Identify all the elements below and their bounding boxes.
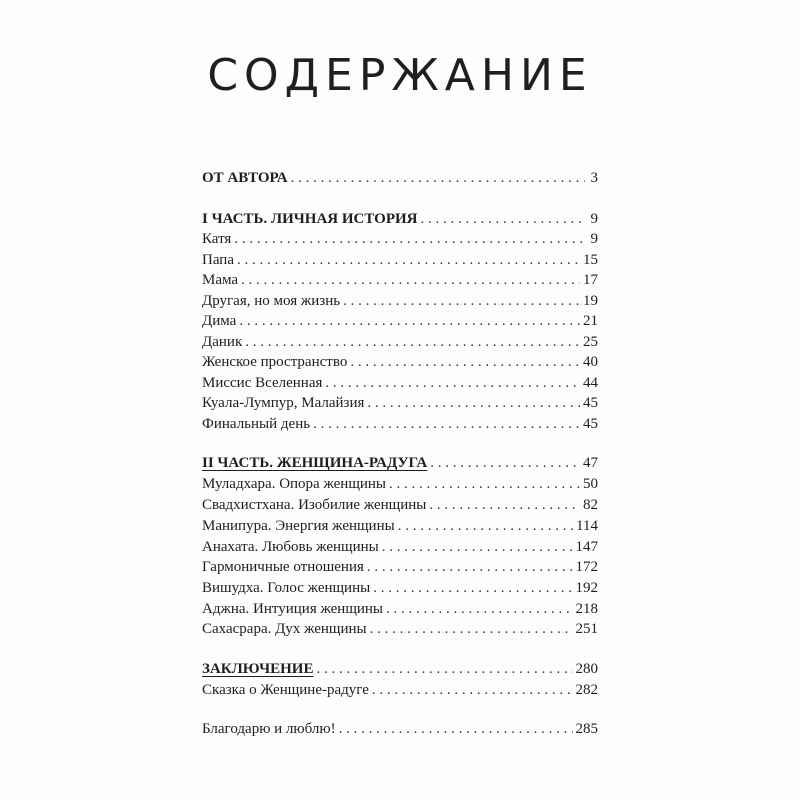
- leader-dots: [398, 516, 573, 536]
- toc-entry: [202, 619, 598, 639]
- toc-entry-page: 44: [583, 375, 598, 391]
- leader-dots: [339, 719, 573, 739]
- toc-entry: [202, 352, 598, 372]
- toc-entry: [202, 680, 598, 700]
- leader-dots: [313, 414, 580, 434]
- toc-entry-page: 17: [583, 272, 598, 288]
- toc-entry-page: 218: [575, 601, 598, 617]
- leader-dots: [389, 474, 580, 494]
- toc-entry-author: [202, 168, 598, 188]
- toc-entry-page: 9: [590, 231, 598, 247]
- toc-entry-label: Мама: [202, 272, 239, 288]
- toc-entry-conclusion: [202, 659, 598, 679]
- toc-entry: [202, 311, 598, 331]
- leader-dots: [373, 578, 572, 598]
- toc-entry-label: II ЧАСТЬ. ЖЕНЩИНА-РАДУГА: [202, 455, 428, 471]
- toc-entry-part-2: [202, 453, 598, 473]
- leader-dots: [382, 537, 573, 557]
- toc-entry: [202, 578, 598, 598]
- toc-entry-label: Манипура. Энергия женщины: [202, 518, 395, 534]
- leader-dots: [234, 229, 585, 249]
- toc-entry: [202, 474, 598, 494]
- toc-entry-page: 47: [583, 455, 598, 471]
- toc-entry-page: 280: [575, 661, 598, 677]
- toc-entry-page: 3: [590, 170, 598, 186]
- leader-dots: [430, 453, 580, 473]
- toc-entry-label: ЗАКЛЮЧЕНИЕ: [202, 661, 314, 677]
- toc-entry-page: 282: [575, 682, 598, 698]
- toc-entry-label: Анахата. Любовь женщины: [202, 539, 379, 555]
- page-title: СОДЕРЖАНИЕ: [207, 50, 593, 101]
- toc-entry-page: 192: [575, 580, 598, 596]
- toc-entry-label: Папа: [202, 252, 234, 268]
- toc-entry: [202, 291, 598, 311]
- leader-dots: [372, 680, 573, 700]
- toc-entry-label: Гармоничные отношения: [202, 559, 364, 575]
- toc-entry-label: Другая, но моя жизнь: [202, 293, 341, 309]
- toc-entry: [202, 495, 598, 515]
- toc-entry-label: Вишудха. Голос женщины: [202, 580, 371, 596]
- leader-dots: [370, 619, 573, 639]
- toc-entry: [202, 557, 598, 577]
- toc-entry-page: 45: [583, 416, 598, 432]
- leader-dots: [237, 250, 580, 270]
- toc-entry-label: Даник: [202, 334, 243, 350]
- toc-entry: [202, 599, 598, 619]
- toc-entry-page: 114: [576, 518, 598, 534]
- toc-entry-page: 19: [583, 293, 598, 309]
- leader-dots: [343, 291, 580, 311]
- toc-entry-page: 21: [583, 313, 598, 329]
- toc-entry-label: Аджна. Интуиция женщины: [202, 601, 383, 617]
- toc-entry-page: 15: [583, 252, 598, 268]
- toc-entry-page: 25: [583, 334, 598, 350]
- leader-dots: [367, 393, 580, 413]
- toc-entry-label: Свадхистхана. Изобилие женщины: [202, 497, 427, 513]
- toc-entry-part-1: [202, 209, 598, 229]
- leader-dots: [367, 557, 573, 577]
- toc-entry-page: 9: [590, 211, 598, 227]
- toc-entry-page: 82: [583, 497, 598, 513]
- toc-entry-label: Сахасрара. Дух женщины: [202, 621, 367, 637]
- toc-entry-label: Миссис Вселенная: [202, 375, 323, 391]
- toc-entry: [202, 414, 598, 434]
- toc-entry-label: Катя: [202, 231, 232, 247]
- toc-entry-page: 251: [575, 621, 598, 637]
- toc-entry: [202, 270, 598, 290]
- toc-entry-label: Дима: [202, 313, 237, 329]
- toc-entry: [202, 229, 598, 249]
- toc-entry-label: Куала-Лумпур, Малайзия: [202, 395, 365, 411]
- toc-entry-label: Женское пространство: [202, 354, 348, 370]
- toc-entry-page: 147: [575, 539, 598, 555]
- toc-entry-label: Сказка о Женщине-радуге: [202, 682, 369, 698]
- toc-entry-label: Финальный день: [202, 416, 311, 432]
- toc-entry-page: 285: [575, 721, 598, 737]
- toc-entry: [202, 373, 598, 393]
- toc-entry-label: Муладхара. Опора женщины: [202, 476, 386, 492]
- leader-dots: [245, 332, 580, 352]
- leader-dots: [386, 599, 573, 619]
- toc-entry: [202, 393, 598, 413]
- leader-dots: [421, 209, 585, 229]
- toc-entry-page: 172: [575, 559, 598, 575]
- leader-dots: [325, 373, 580, 393]
- leader-dots: [316, 659, 572, 679]
- leader-dots: [239, 311, 580, 331]
- toc-entry-page: 40: [583, 354, 598, 370]
- table-of-contents: [202, 0, 598, 800]
- leader-dots: [241, 270, 580, 290]
- leader-dots: [350, 352, 580, 372]
- leader-dots: [291, 168, 585, 188]
- toc-entry-page: 45: [583, 395, 598, 411]
- toc-entry-page: 50: [583, 476, 598, 492]
- leader-dots: [429, 495, 580, 515]
- toc-entry: [202, 250, 598, 270]
- toc-entry: [202, 332, 598, 352]
- toc-entry-label: I ЧАСТЬ. ЛИЧНАЯ ИСТОРИЯ: [202, 211, 418, 227]
- toc-entry-label: ОТ АВТОРА: [202, 170, 288, 186]
- toc-entry: [202, 537, 598, 557]
- toc-entry-thanks: [202, 719, 598, 739]
- toc-entry-label: Благодарю и люблю!: [202, 721, 336, 737]
- toc-entry: [202, 516, 598, 536]
